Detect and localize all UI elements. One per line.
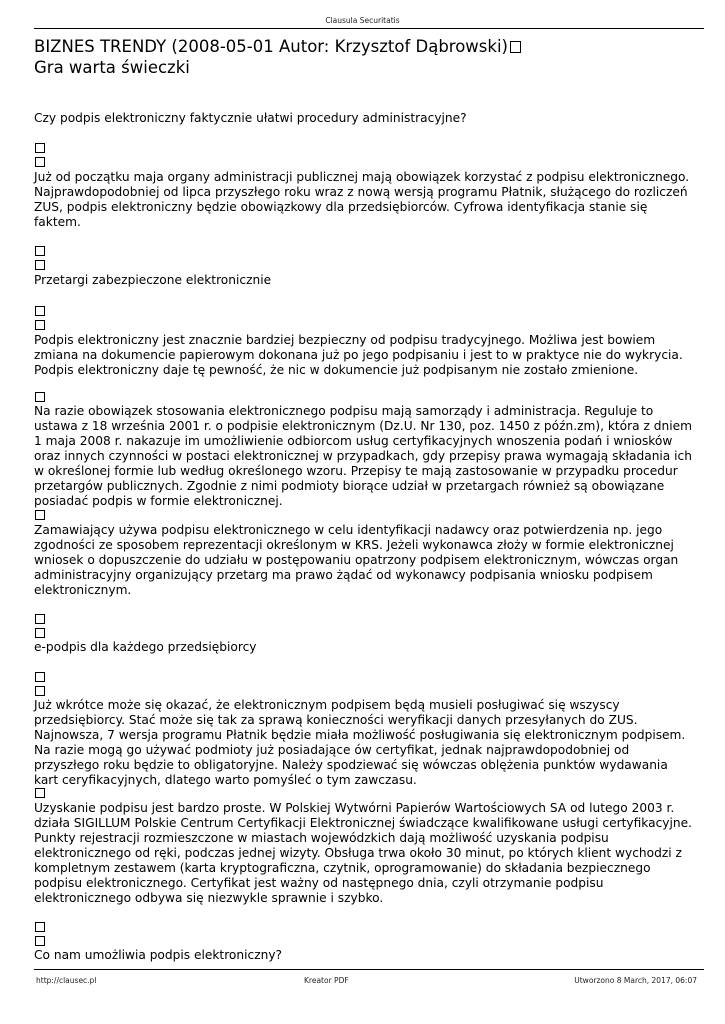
section-heading: Przetargi zabezpieczone elektronicznie xyxy=(34,273,272,287)
missing-glyph-icon xyxy=(35,143,45,153)
article-title xyxy=(34,36,521,78)
section-heading: e-podpis dla każdego przedsiębiorcy xyxy=(34,640,257,654)
body-paragraph: Uzyskanie podpisu jest bardzo proste. W Polskiej Wytwórni Papierów Wartościowych SA od lutego 2003 r. działa SIGILLUM Polskie Centrum Certyfikacji Elektronicznej świadczące kwalifikowane usługi certyfikacyjne. Punkty rejestracji rozmieszczone w miastach wojewódzkich dają możliwość uzyskania podpisu elektronicznego od ręki, podczas jednej wizyty. Obsługa trwa około 30 minut, po których klient wychodzi z kompletnym zestawem (karta kryptograficzna, czytnik, oprogramowanie) do składania bezpiecznego podpisu elektronicznego. Certyfikat jest ważny od następnego dnia, czyli otrzymanie podpisu elektronicznego odbywa się niezwykle sprawnie i szybko. xyxy=(34,801,692,905)
missing-glyph-icon xyxy=(35,614,45,624)
missing-glyph-icon xyxy=(35,672,45,682)
missing-glyph-icon xyxy=(35,788,45,798)
body-paragraph: Podpis elektroniczny jest znacznie bardziej bezpieczny od podpisu tradycyjnego. Możliwa jest bowiem zmiana na dokumencie papierowym dokonana już po jego podpisaniu i jest to w praktyce nie do wykrycia. Podpis elektroniczny daje tę pewność, że nic w dokumencie już podpisanym nie zostało zmienione. xyxy=(34,333,683,377)
missing-glyph-icon xyxy=(35,260,45,270)
missing-glyph-icon xyxy=(35,628,45,638)
missing-glyph-icon xyxy=(35,157,45,167)
footer-created: Utworzono 8 March, 2017, 06:07 xyxy=(574,976,697,985)
body-paragraph: Już od początku maja organy administracji publicznej mają obowiązek korzystać z podpisu elektronicznego. Najprawdopodobniej od lipca przyszłego roku wraz z nową wersją programu Płatnik, służącego do rozliczeń ZUS, podpis elektroniczny będzie obowiązkowy dla przedsiębiorców. Cyfrowa identyfikacja stanie się faktem. xyxy=(34,170,690,229)
missing-glyph-icon xyxy=(35,306,45,316)
title-line-2: Gra warta świeczki xyxy=(34,58,190,77)
missing-glyph-icon xyxy=(35,320,45,330)
question-paragraph: Czy podpis elektroniczny faktycznie ułatwi procedury administracyjne? xyxy=(34,111,467,125)
body-paragraph: Na razie obowiązek stosowania elektronicznego podpisu mają samorządy i administracja. Reguluje to ustawa z 18 września 2001 r. o podpisie elektronicznym (Dz.U. Nr 130, poz. 1450 z późn.zm), która z dniem 1 maja 2008 r. nakazuje im umożliwienie odbiorcom usług certyfikacyjnych wnoszenia podań i wniosków oraz innych czynności w postaci elektronicznej w przypadkach, gdy przepisy prawa wymagają składania ich w określonej formie lub według określonego wzoru. Przepisy te mają zastosowanie w przypadku procedur przetargów publicznych. Zgodnie z nimi podmioty biorące udział w przetargach również są obowiązane posiadać podpis w formie elektronicznej. xyxy=(34,404,692,508)
missing-glyph-icon xyxy=(35,510,45,520)
header-rule xyxy=(34,28,704,29)
document-header: Clausula Securitatis xyxy=(325,16,400,25)
body-paragraph: Już wkrótce może się okazać, że elektronicznym podpisem będą musieli posługiwać się wszyscy przedsiębiorcy. Stać może się tak za sprawą konieczności weryfikacji danych przesyłanych do ZUS. Najnowsza, 7 wersja programu Płatnik będzie miała możliwość posługiwania się elektronicznym podpisem. Na razie mogą go używać podmioty już posiadające ów certyfikat, jednak najprawdopodobniej od przyszłego roku będzie to obligatoryjne. Należy spodziewać się wówczas oblężenia punktów wydawania kart ceryfikacyjnych, dlatego warto pomyśleć o tym zawczasu. xyxy=(34,698,686,787)
footer-url: http://clausec.pl xyxy=(36,976,97,985)
missing-glyph-icon xyxy=(35,922,45,932)
footer-rule xyxy=(34,969,704,970)
section-heading: Co nam umożliwia podpis elektroniczny? xyxy=(34,948,283,962)
body-paragraph: Zamawiający używa podpisu elektronicznego w celu identyfikacji nadawcy oraz potwierdzenia np. jego zgodności ze sposobem reprezentacji określonym w KRS. Jeżeli wykonawca złoży w formie elektronicznej wniosek o dopuszczenie do udziału w postępowaniu opatrzony podpisem elektronicznym, wówczas organ administracyjny organizujący przetarg ma prawo żądać od wykonawcy podpisania wniosku podpisem elektronicznym. xyxy=(34,523,679,597)
missing-glyph-icon xyxy=(35,392,45,402)
footer-generator: Kreator PDF xyxy=(304,976,349,985)
missing-glyph-icon xyxy=(510,41,521,53)
title-line-1: BIZNES TRENDY (2008-05-01 Autor: Krzysztof Dąbrowski) xyxy=(34,37,508,56)
missing-glyph-icon xyxy=(35,686,45,696)
missing-glyph-icon xyxy=(35,246,45,256)
missing-glyph-icon xyxy=(35,936,45,946)
